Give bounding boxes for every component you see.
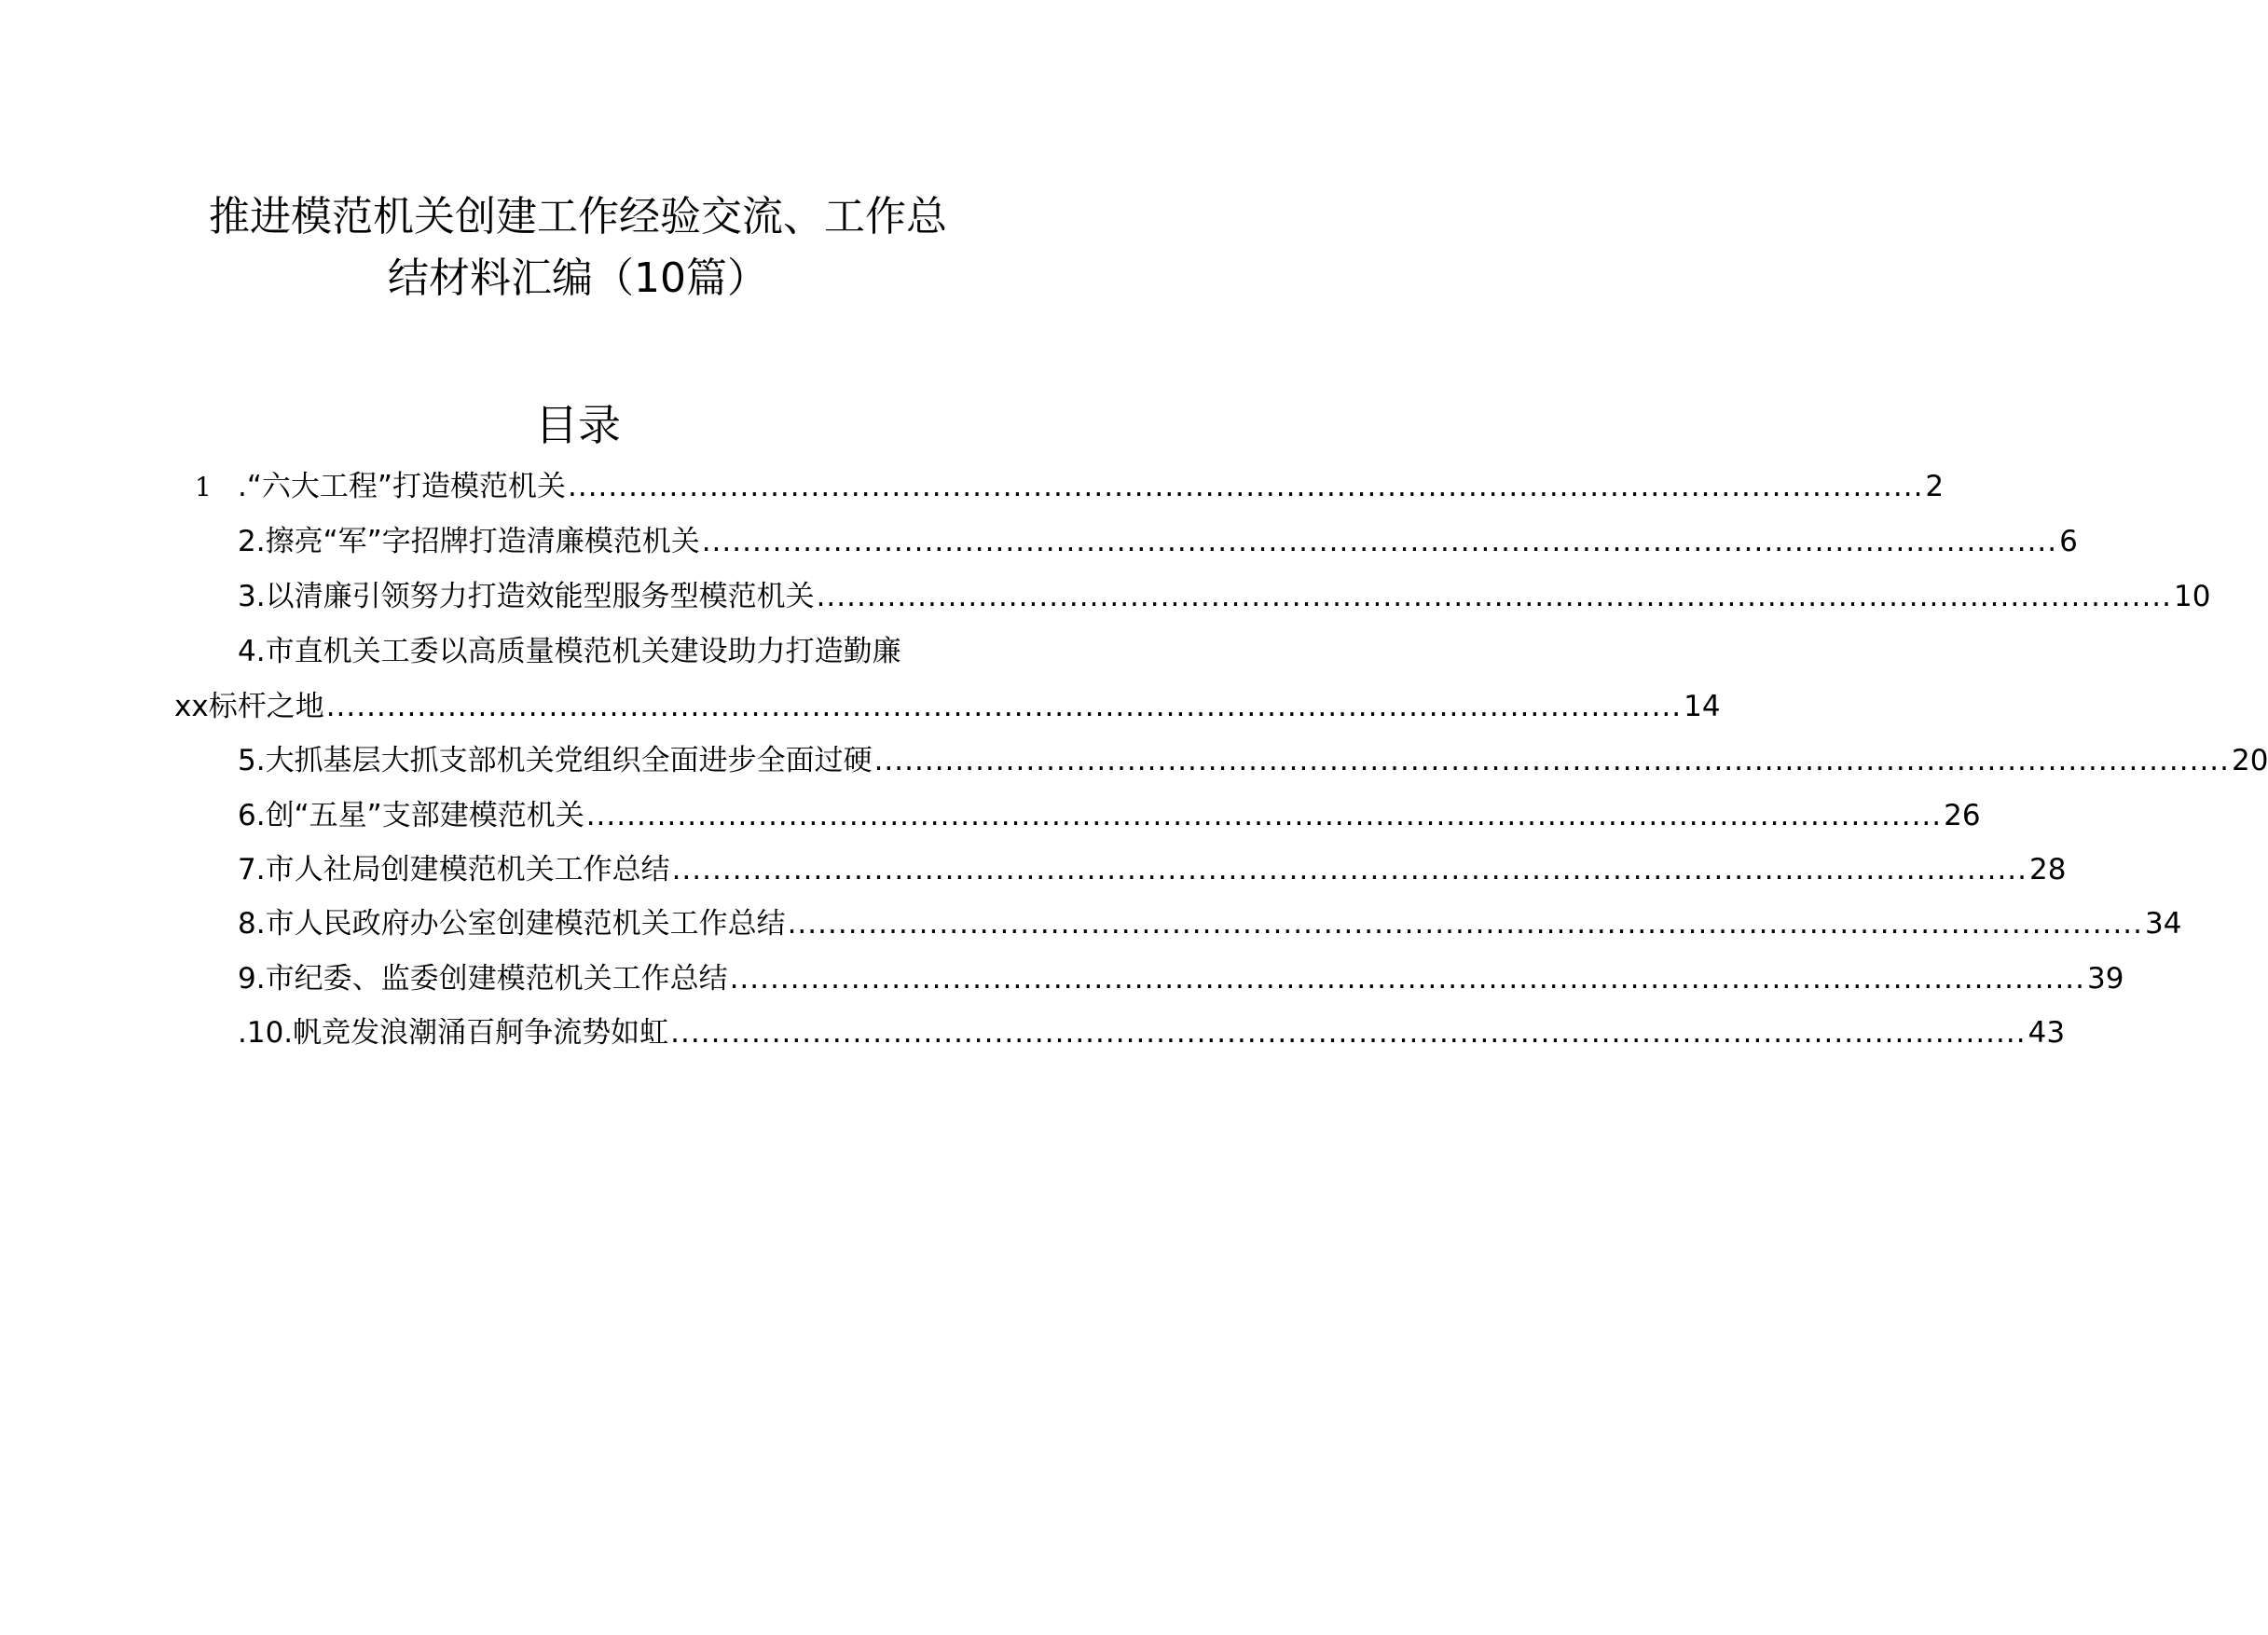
document-title-line-2: 结材料汇编（10篇） [388,254,768,302]
document-title [140,186,1016,309]
toc-entry-8[interactable] [238,901,2182,946]
toc-entry-2[interactable] [238,519,2078,564]
stray-number: 1 [195,472,212,502]
toc-entry-title: 9.市纪委、监委创建模范机关工作总结 [238,962,728,996]
toc-leader-dots: ...................................................................................................................................... [671,853,2028,886]
toc-entry-1[interactable] [238,464,1945,509]
toc-leader-dots: ...................................................................................................................................... [670,1016,2027,1050]
toc-leader-dots: ...................................................................................................................................... [729,962,2086,996]
toc-leader-dots: ...................................................................................................................................... [816,580,2173,613]
toc-entry-title: .“六大工程”打造模范机关 [238,470,566,503]
toc-page-number: 39 [2087,962,2124,996]
toc-entry-title: 3.以清廉引领努力打造效能型服务型模范机关 [238,580,815,613]
toc-entry-6[interactable] [238,793,1981,838]
toc-page-number: 43 [2027,1016,2066,1050]
toc-page-number: 6 [2059,525,2078,558]
toc-page-number: 14 [1684,690,1721,723]
toc-entry-title: .10.帆竞发浪潮涌百舸争流势如虹 [238,1016,669,1050]
toc-entry-3[interactable] [238,574,2211,619]
toc-leader-dots: ...................................................................................................................................... [585,799,1943,832]
toc-page-number: 34 [2145,907,2182,941]
document-title-line-1: 推进模范机关创建工作经验交流、工作总 [209,193,947,240]
toc-heading: 目录 [535,400,621,450]
toc-leader-dots: ...................................................................................................................................... [567,470,1924,503]
toc-entry-9[interactable] [238,956,2124,1001]
toc-leader-dots: ...................................................................................................................................... [325,690,1683,723]
toc-leader-dots: ...................................................................................................................................... [701,525,2058,558]
toc-entry-5[interactable] [238,738,2268,783]
toc-entry-10[interactable] [238,1010,2066,1055]
toc-entry-4-line-1[interactable] [238,629,974,674]
toc-entry-7[interactable] [238,847,2067,892]
toc-leader-dots: ...................................................................................................................................... [873,744,2231,777]
toc-entry-title: 5.大抓基层大抓支部机关党组织全面进步全面过硬 [238,744,873,777]
toc-entry-title: 6.创“五星”支部建模范机关 [238,799,584,832]
toc-page-number: 28 [2029,853,2067,886]
toc-entry-title: 7.市人社局创建模范机关工作总结 [238,853,670,886]
toc-entry-title-continuation: xx标杆之地 [174,690,324,723]
toc-entry-title: 8.市人民政府办公室创建模范机关工作总结 [238,907,786,941]
toc-entry-title: 4.市直机关工委以高质量模范机关建设助力打造勤廉 [238,635,901,668]
toc-page-number: 2 [1925,470,1945,503]
toc-entry-4-line-2[interactable] [174,684,1721,729]
toc-page-number: 10 [2174,580,2211,613]
toc-leader-dots: ...................................................................................................................................... [787,907,2144,941]
toc-page-number: 26 [1944,799,1981,832]
toc-page-number: 20 [2232,744,2268,777]
toc-entry-title: 2.擦亮“军”字招牌打造清廉模范机关 [238,525,700,558]
